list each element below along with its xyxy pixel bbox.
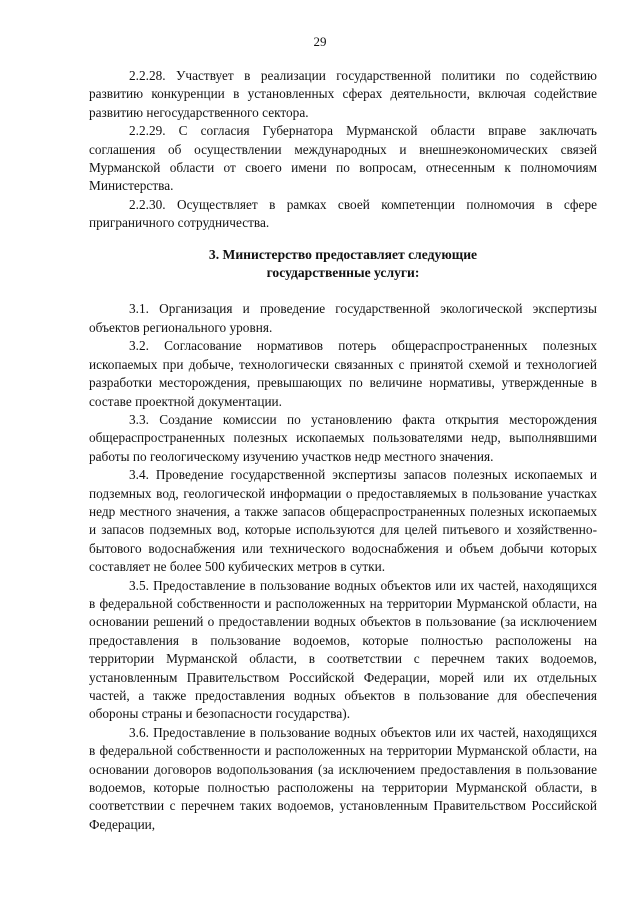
paragraph-2-2-29: 2.2.29. С согласия Губернатора Мурманской области вправе заключать соглашения об осуществлении международных и внешнеэкономических связей Мурманской области от своего имени по вопросам, отнесенным к полномочиям Министерства. <box>89 123 597 194</box>
section-heading-line-2: государственные услуги: <box>266 265 420 281</box>
paragraph-2-2-28: 2.2.28. Участвует в реализации государственной политики по содействию развитию конкуренции в установленных сферах деятельности, включая содействие развитию негосударственного сектора. <box>89 68 597 120</box>
paragraph-3-6: 3.6. Предоставление в пользование водных объектов или их частей, находящихся в федеральной собственности и расположенных на территории Мурманской области, на основании договоров водопользования (за исключением предоставления в пользование водоемов, которые полностью расположены на территории Мурманской области, в соответствии с перечнем таких водоемов, установленным Правительством Российской Федерации, <box>89 724 597 832</box>
paragraph-3-5: 3.5. Предоставление в пользование водных объектов или их частей, находящихся в федеральной собственности и расположенных на территории Мурманской области, на основании решений о предоставлении водных объектов в пользование (за исключением предоставления в пользование водоемов, которые полностью расположены на территории Мурманской области, в соответствии с перечнем таких водоемов, установленным Правительством Российской Федерации, морей или их отдельных частей, а также предоставления водных объектов в пользование для обеспечения обороны страны и безопасности государства). <box>89 577 597 722</box>
paragraph-2-2-30: 2.2.30. Осуществляет в рамках своей компетенции полномочия в сфере приграничного сотрудничества. <box>89 196 597 231</box>
section-heading <box>89 246 597 283</box>
paragraph-3-1: 3.1. Организация и проведение государственной экологической экспертизы объектов регионального уровня. <box>89 301 597 335</box>
document-body <box>89 67 597 834</box>
paragraph-3-3: 3.3. Создание комиссии по установлению факта открытия месторождения общераспространенных полезных ископаемых пользователями недр, выполнявшими работы по геологическому изучению участков недр местного значения. <box>89 411 597 464</box>
page-number: 29 <box>313 34 327 49</box>
section-heading-line-1: 3. Министерство предоставляет следующие <box>208 246 478 262</box>
paragraph-3-2: 3.2. Согласование нормативов потерь общераспространенных полезных ископаемых при добыче, технологически связанных с принятой схемой и технологией разработки месторождения, превышающих по величине нормативы, утвержденные в составе проектной документации. <box>89 338 597 409</box>
paragraph-3-4: 3.4. Проведение государственной экспертизы запасов полезных ископаемых и подземных вод, геологической информации о предоставляемых в пользование участках недр местного значения, а также запасов общераспространенных полезных ископаемых и запасов подземных вод, которые используются для целей питьевого и хозяйственно-бытового водоснабжения или технического водоснабжения и объем добычи которых составляет не более 500 кубических метров в сутки. <box>89 467 597 575</box>
